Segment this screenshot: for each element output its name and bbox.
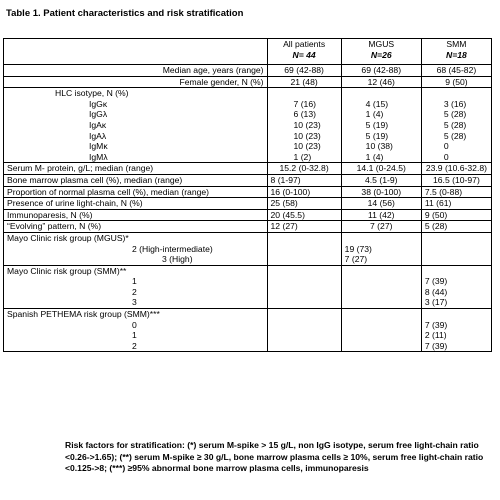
header-row: [4, 39, 492, 65]
hlc-isotype-group: HLC isotype, N (%) IgGκ IgGλ IgAκ IgAλ IgMκ IgMλ 7 (16) 6 (13) 10 (23) 10 (23) 10 (23) 1 (2) 4 (15) 1 (4) 5 (19) 5 (19) 10 (38) 1 (4) 3 (16) 5 (28) 5 (28) 5 (28) 0 0: [4, 88, 492, 163]
mayo-mgus-group: Mayo Clinic risk group (MGUS)* 2 (High-intermediate) 3 (High) 19 (73) 7 (27): [4, 232, 492, 265]
header-empty: [4, 39, 268, 65]
table-row: “Evolving” pattern, N (%) 12 (27) 7 (27) 5 (28): [4, 221, 492, 233]
header-all: All patients N= 44: [267, 39, 341, 65]
patient-characteristics-table: [3, 38, 492, 352]
table-title: Table 1. Patient characteristics and risk stratification: [6, 8, 244, 19]
row-label: Proportion of normal plasma cell (%), median (range): [4, 186, 268, 198]
row-label: Female gender, N (%): [4, 76, 268, 88]
pethema-group: Spanish PETHEMA risk group (SMM)*** 0 1 2 7 (39) 2 (11) 7 (39): [4, 309, 492, 352]
mayo-smm-group: Mayo Clinic risk group (SMM)** 1 2 3 7 (39) 8 (44) 3 (17): [4, 265, 492, 308]
table-row: Serum M- protein, g/L; median (range) 15.2 (0-32.8) 14.1 (0-24.5) 23.9 (10.6-32.8): [4, 163, 492, 175]
header-mgus: MGUS N=26: [341, 39, 421, 65]
row-label: Bone marrow plasma cell (%), median (range): [4, 174, 268, 186]
row-label: Median age, years (range): [4, 65, 268, 77]
table-row: Proportion of normal plasma cell (%), median (range) 16 (0-100) 38 (0-100) 7.5 (0-88): [4, 186, 492, 198]
table-row: Bone marrow plasma cell (%), median (range) 8 (1-97) 4.5 (1-9) 16.5 (10-97): [4, 174, 492, 186]
row-label: Immunoparesis, N (%): [4, 209, 268, 221]
row-label: “Evolving” pattern, N (%): [4, 221, 268, 233]
table-row: Female gender, N (%) 21 (48) 12 (46) 9 (50): [4, 76, 492, 88]
table-row: Immunoparesis, N (%) 20 (45.5) 11 (42) 9 (50): [4, 209, 492, 221]
row-label: Presence of urine light-chain, N (%): [4, 198, 268, 210]
table-row: Presence of urine light-chain, N (%) 25 (58) 14 (56) 11 (61): [4, 198, 492, 210]
table-row: Median age, years (range) 69 (42-88) 69 (42-88) 68 (45-82): [4, 65, 492, 77]
risk-factors-footnote: Risk factors for stratification: (*) serum M-spike > 15 g/L, non IgG isotype, serum free light-chain ratio <0.26->1.65); (**) serum M-spike ≥ 30 g/L, bone marrow plasma cells ≥ 10%, serum free light-chain ratio <0.125->8; (***) ≥95% abnormal bone marrow plasma cells, immunoparesis: [65, 440, 484, 474]
row-label: Serum M- protein, g/L; median (range): [4, 163, 268, 175]
header-smm: SMM N=18: [421, 39, 491, 65]
